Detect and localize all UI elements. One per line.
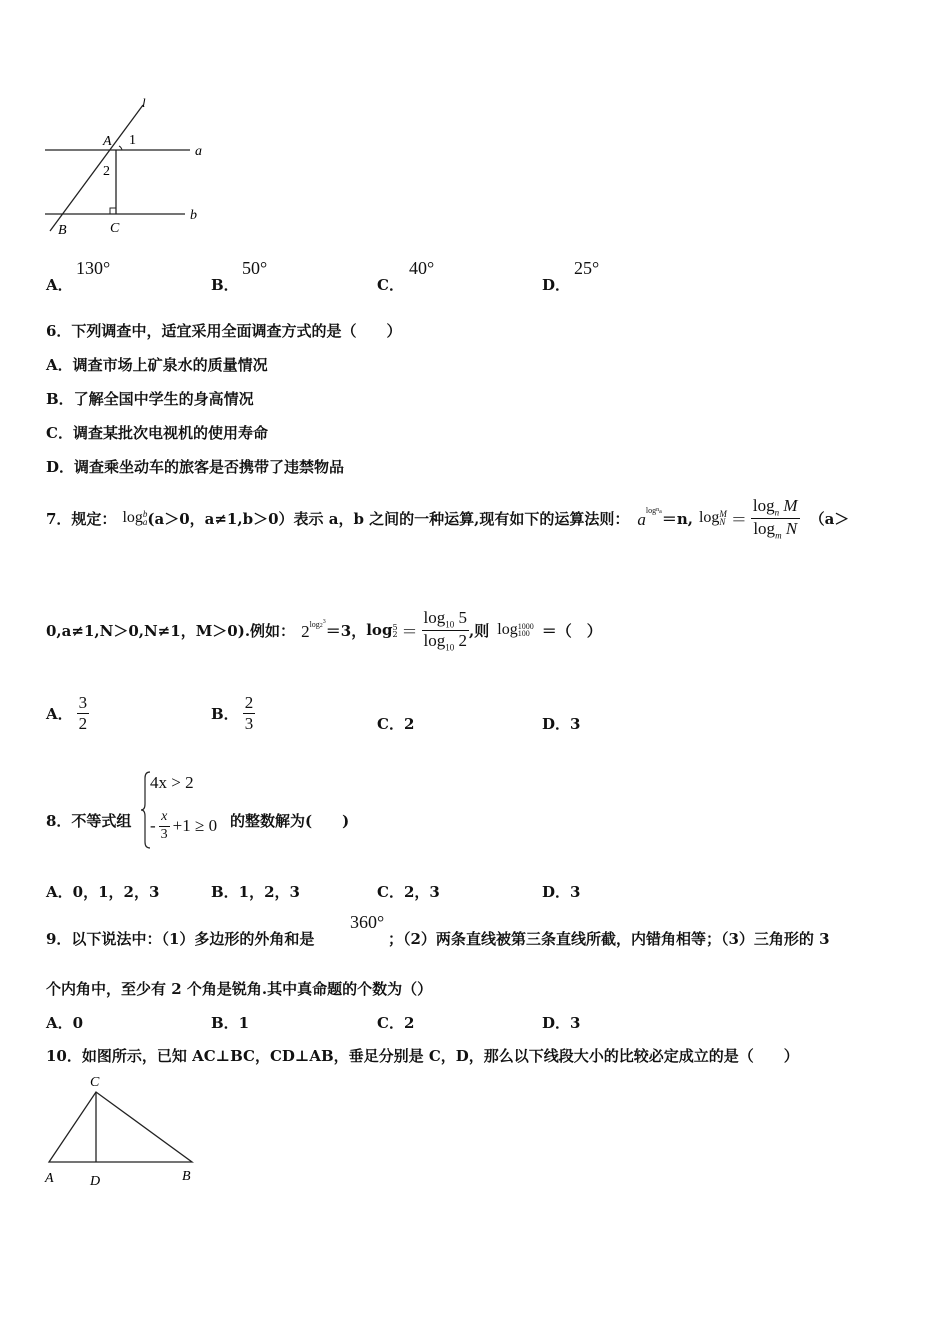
label-C: C bbox=[90, 1075, 100, 1090]
log-text: log bbox=[122, 509, 143, 526]
q5-option-a-value: 130° bbox=[76, 258, 111, 278]
x-over-3 bbox=[159, 809, 170, 842]
q7-rule2 bbox=[699, 509, 727, 527]
log-text: log bbox=[497, 621, 518, 638]
var-M: M bbox=[783, 495, 798, 515]
q7-change-base-fraction bbox=[751, 496, 800, 540]
option-letter: B． bbox=[211, 704, 239, 723]
minus-sign: - bbox=[150, 816, 156, 835]
q9-angle: 360° bbox=[350, 912, 385, 932]
q8-option-c[interactable]: C．2，3 bbox=[377, 883, 440, 901]
fraction-numerator bbox=[422, 608, 469, 631]
fraction-denominator: 2 bbox=[78, 713, 88, 733]
log-text: log bbox=[698, 509, 720, 526]
log-text: log bbox=[753, 518, 776, 538]
sub-100: 100 bbox=[517, 629, 530, 639]
var-2: 2 bbox=[458, 630, 468, 650]
label-C: C bbox=[110, 221, 120, 236]
right-angle-mark bbox=[110, 208, 116, 214]
q6-option-c[interactable]: C．调查某批次电视机的使用寿命 bbox=[46, 424, 268, 442]
q9-stem-c: 个内角中，至少有 2 个角是锐角.其中真命题的个数为（） bbox=[46, 980, 433, 998]
sup-b: b bbox=[142, 509, 148, 520]
figure-parallel-lines bbox=[40, 95, 220, 245]
q7-eq: ＝ bbox=[730, 511, 747, 529]
ex1-exp-sup: 3 bbox=[322, 618, 326, 625]
sub-n: n bbox=[774, 507, 780, 518]
q7-ask-tail: ＝（ ） bbox=[541, 621, 602, 640]
label-l: l bbox=[142, 95, 146, 110]
label-1: 1 bbox=[129, 133, 136, 148]
q6-option-a[interactable]: A．调查市场上矿泉水的质量情况 bbox=[46, 356, 268, 374]
q7-option-b[interactable] bbox=[211, 688, 255, 738]
q10-stem: 10．如图所示，已知 AC⊥BC，CD⊥AB，垂足分别是 C，D，那么以下线段大小的比较必定成立的是（ ） bbox=[46, 1047, 799, 1065]
fraction-denominator bbox=[422, 631, 469, 653]
label-B: B bbox=[182, 1169, 191, 1184]
rest: +1 ≥ 0 bbox=[172, 816, 218, 835]
sub-10: 10 bbox=[445, 641, 455, 652]
sub-m: m bbox=[775, 529, 782, 540]
log-text: log bbox=[752, 495, 775, 515]
fraction-numerator bbox=[751, 496, 800, 519]
var-N: N bbox=[785, 518, 798, 538]
q7-log-def bbox=[122, 509, 147, 527]
fraction-numerator: x bbox=[159, 809, 170, 826]
q5-option-b[interactable] bbox=[211, 274, 239, 295]
rule1-base: a bbox=[637, 510, 646, 529]
sup-M: M bbox=[719, 509, 727, 520]
q7-option-c[interactable]: C．2 bbox=[377, 715, 415, 733]
rule1-exp-n: n bbox=[656, 507, 660, 513]
q8-inequality-1: 4x > 2 bbox=[150, 773, 194, 792]
q7-cond2-start: （a＞ bbox=[809, 509, 850, 528]
q8-tail: 的整数解为( ) bbox=[230, 812, 350, 830]
q5-option-a[interactable] bbox=[46, 274, 73, 295]
log-text: log bbox=[366, 621, 393, 639]
q8-option-b[interactable]: B．1，2，3 bbox=[211, 883, 300, 901]
q7-rule1-result: ＝n, bbox=[661, 509, 693, 528]
option-fraction bbox=[243, 693, 256, 733]
option-letter: C． bbox=[377, 276, 404, 294]
q5-option-d-value: 25° bbox=[574, 258, 600, 278]
q7-option-d[interactable]: D．3 bbox=[542, 715, 581, 733]
line-l bbox=[50, 105, 143, 231]
rule1-exp-a: a bbox=[659, 509, 662, 515]
q5-option-b-value: 50° bbox=[242, 258, 268, 278]
q9-option-d[interactable]: D．3 bbox=[542, 1014, 581, 1032]
q8-option-d[interactable]: D．3 bbox=[542, 883, 581, 901]
option-letter: A． bbox=[46, 704, 73, 723]
log-text: log bbox=[423, 630, 446, 650]
label-B: B bbox=[58, 223, 67, 238]
sub-N: N bbox=[719, 517, 726, 528]
ex1-exp: log bbox=[309, 619, 320, 629]
label-b: b bbox=[190, 208, 197, 223]
q9-option-a[interactable]: A．0 bbox=[46, 1014, 84, 1032]
log-text: log bbox=[423, 607, 446, 627]
option-letter: D． bbox=[542, 276, 571, 294]
option-letter: A． bbox=[46, 276, 73, 294]
q8-inequality-2 bbox=[150, 805, 217, 847]
rule1-exp: log bbox=[645, 506, 657, 515]
label-D: D bbox=[90, 1174, 101, 1189]
fraction-denominator bbox=[751, 519, 800, 541]
q6-option-b[interactable]: B．了解全国中学生的身高情况 bbox=[46, 390, 254, 408]
q8-option-a[interactable]: A．0，1，2，3 bbox=[46, 883, 160, 901]
q7-ask bbox=[497, 621, 533, 639]
fraction-numerator: 2 bbox=[244, 692, 254, 712]
q5-option-d[interactable] bbox=[542, 274, 570, 295]
q9-stem-a: 9．以下说法中：（1）多边形的外角和是 bbox=[46, 930, 315, 948]
sup-1000: 1000 bbox=[517, 622, 534, 632]
q9-option-c[interactable]: C．2 bbox=[377, 1014, 415, 1032]
q6-option-d[interactable]: D．调查乘坐动车的旅客是否携带了违禁物品 bbox=[46, 458, 345, 476]
fraction-denominator: 3 bbox=[244, 713, 254, 733]
q7-eq2: ＝ bbox=[401, 623, 418, 641]
ex1-base: 2 bbox=[301, 621, 310, 641]
sub-10: 10 bbox=[445, 619, 455, 630]
figure-right-triangle bbox=[40, 1070, 210, 1195]
label-A: A bbox=[45, 1171, 54, 1186]
fraction-numerator: 3 bbox=[78, 692, 88, 712]
option-fraction bbox=[77, 693, 90, 733]
q9-option-b[interactable]: B．1 bbox=[211, 1014, 250, 1032]
q7-line2-cond: 0,a≠1,N＞0,N≠1，M＞0).例如： bbox=[46, 621, 296, 640]
q7-example2-fraction bbox=[422, 608, 469, 652]
sub-2: 2 bbox=[392, 630, 398, 639]
q7-example1 bbox=[301, 619, 326, 642]
ex1-exp-sub: 2 bbox=[319, 622, 323, 629]
sub-a: a bbox=[142, 517, 148, 528]
label-2: 2 bbox=[103, 164, 110, 179]
var-5: 5 bbox=[458, 607, 468, 627]
q6-stem: 6．下列调查中，适宜采用全面调查方式的是（ ） bbox=[46, 322, 402, 340]
fraction-denominator: 3 bbox=[160, 826, 168, 842]
q7-example1-result: ＝3， bbox=[325, 621, 367, 640]
q7-line1 bbox=[46, 488, 849, 548]
q7-example2 bbox=[366, 621, 397, 639]
label-A: A bbox=[103, 134, 112, 149]
q7-cond1: (a＞0，a≠1,b＞0）表示 a，b 之间的一种运算,现有如下的运算法则： bbox=[147, 509, 630, 528]
option-letter: B． bbox=[211, 276, 239, 294]
q5-option-c[interactable] bbox=[377, 274, 404, 295]
q5-option-c-value: 40° bbox=[409, 258, 435, 278]
q7-then: ,则 bbox=[469, 621, 490, 640]
triangle-abc bbox=[49, 1092, 192, 1162]
q8-stem: 8．不等式组 bbox=[46, 812, 132, 830]
q7-option-a[interactable] bbox=[46, 688, 89, 738]
q7-line2 bbox=[46, 598, 602, 662]
q7-rule1 bbox=[637, 506, 661, 530]
q9-stem-b: ；（2）两条直线被第三条直线所截，内错角相等；（3）三角形的 3 bbox=[388, 930, 830, 948]
label-a: a bbox=[195, 144, 202, 159]
q7-label: 7．规定： bbox=[46, 509, 117, 528]
sup-5: 5 bbox=[392, 622, 398, 632]
